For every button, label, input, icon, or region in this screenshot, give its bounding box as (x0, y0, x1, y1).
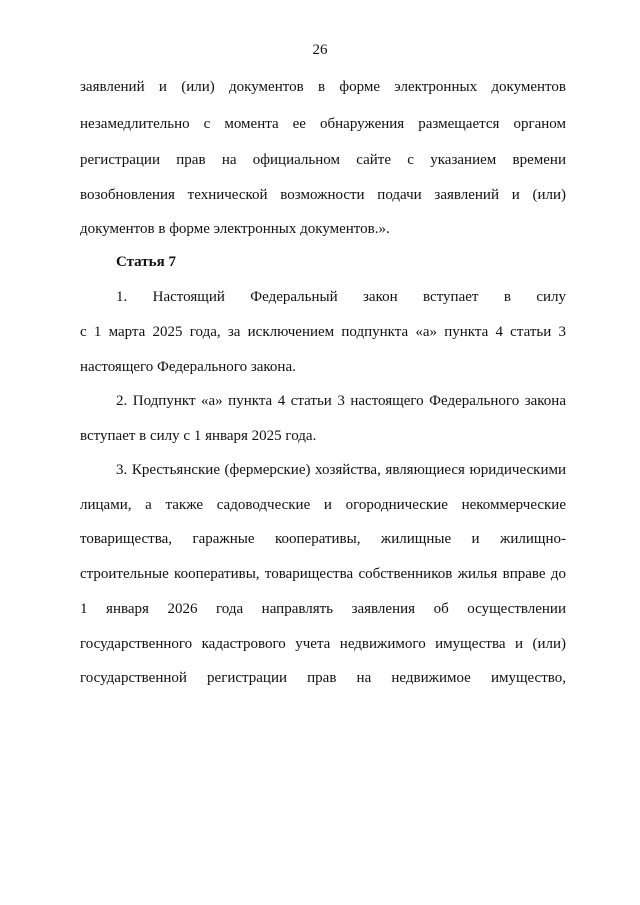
text-line: регистрации прав на официальном сайте с указанием времени (80, 152, 566, 168)
text-line: лицами, а также садоводческие и огороднические некоммерческие (80, 497, 566, 513)
text-line: с 1 марта 2025 года, за исключением подпункта «а» пункта 4 статьи 3 (80, 324, 566, 340)
text-line: 2. Подпункт «а» пункта 4 статьи 3 настоящего Федерального закона (116, 393, 566, 409)
page-number: 26 (312, 42, 328, 58)
text-line: товарищества, гаражные кооперативы, жилищные и жилищно- (80, 531, 566, 547)
text-line: государственного кадастрового учета недвижимого имущества и (или) (80, 636, 566, 652)
text-line: государственной регистрации прав на недвижимое имущество, (80, 670, 566, 686)
article-heading: Статья 7 (116, 254, 176, 270)
text-line: возобновления технической возможности подачи заявлений и (или) (80, 187, 566, 203)
text-line: документов в форме электронных документов.». (80, 221, 390, 237)
text-line: 1. Настоящий Федеральный закон вступает в силу (116, 289, 566, 305)
text-line: незамедлительно с момента ее обнаружения размещается органом (80, 116, 566, 132)
text-line: заявлений и (или) документов в форме электронных документов (80, 79, 566, 95)
text-line: 3. Крестьянские (фермерские) хозяйства, являющиеся юридическими (116, 462, 566, 478)
text-line: строительные кооперативы, товарищества собственников жилья вправе до (80, 566, 566, 582)
text-line: настоящего Федерального закона. (80, 359, 296, 375)
text-line: вступает в силу с 1 января 2025 года. (80, 428, 317, 444)
text-line: 1 января 2026 года направлять заявления об осуществлении (80, 601, 566, 617)
